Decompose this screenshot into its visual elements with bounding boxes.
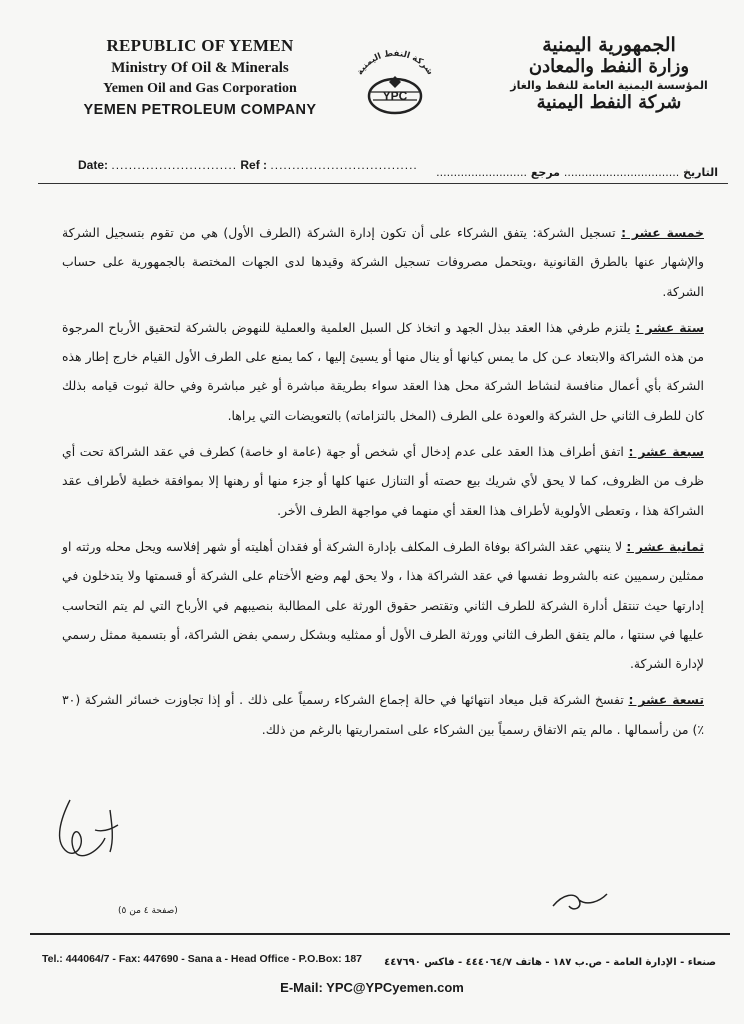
clause-heading: تسعة عشر : [628,692,704,708]
clause-16 [62,313,704,430]
country-name-ar: الجمهورية اليمنية [542,34,676,56]
clause-17 [62,437,704,525]
letterhead-footer [30,933,730,975]
country-name: REPUBLIC OF YEMEN [106,36,294,55]
svg-text:شركة النفط اليمنية [355,49,435,77]
clause-19 [62,685,704,744]
clause-text: لا ينتهي عقد الشراكة بوفاة الطرف المكلف بإدارة الشركة أو فقدان أهليته أو شهر إفلاسه ويحل محله ورثته او ممثلين رسميين عنه بالشروط نفسها في عقد الشراكة هذا ، ولا يحق لهم وضع الأختام على الشركة أو قسمتها ولا يتدخلون في إدارتها حيث تنتقل أدارة الشركة للطرف الثاني وتقتصر حقوق الورثة على المطالبة بنصيبهم في الأرباح التي لم يتم التحاسب عليها في سنتها ، مالم يتفق الطرف الثاني وورثة الطرف الأول أو ممثليه وبشكل رسمي بفض الشراكة، أو بتسمية ممثل رسمي لإدارة الشركة. [62,538,704,672]
letterhead-arabic [504,34,714,113]
ref-label-ar: مرجع [530,166,560,179]
ypc-logo [345,42,445,122]
ref-label: Ref : [240,158,268,172]
page-number: (صفحة ٤ من ٥) [118,906,178,916]
clause-heading: ستة عشر : [635,319,704,335]
handwritten-signature-left [40,790,140,870]
ministry-name-ar: وزارة النفط والمعادن [528,56,690,77]
footer-email[interactable]: E-Mail: YPC@YPCyemen.com [280,980,464,995]
date-ref-en: Date: ............................. Ref : .................................. [78,158,418,172]
company-name: YEMEN PETROLEUM COMPANY [83,102,317,118]
handwritten-signature-right [545,886,615,916]
clause-heading: خمسة عشر : [621,225,704,240]
footer-contact-ar: صنعاء - الإدارة العامة - ص.ب ١٨٧ - هاتف ٤٤٤٠٦٤/٧ - فاكس ٤٤٧٦٩٠ [384,957,716,968]
ministry-name: Ministry Of Oil & Minerals [111,60,289,76]
clause-text: يلتزم طرفي هذا العقد ببذل الجهد و اتخاذ كل السبل العلمية والعملية للنهوض بالشركة لتحقيق الأرباح المرجوة من هذه الشراكة والابتعاد عـن كل ما يمس كيانها أو ينال منها أو يسيئ إليها ، كما يمنع على الطرف الأول القيام خارج إطار هذه الشركة بأي أعمال منافسة لنشاط الشركة محل هذا العقد سواء بطريقة مباشرة أو غير مباشرة وفي حالة ثبوت قيامه بذلك كان للطرف الثاني حل الشركة والعودة على الطرف (المخل بالتزاماته) بالتعويضات التي يراها. [62,319,704,423]
corporation-name: Yemen Oil and Gas Corporation [103,81,297,96]
logo-mark: YPC [382,89,408,103]
logo-arc-text: شركة النفط اليمنية [355,48,435,77]
clause-heading: سبعة عشر : [628,444,704,460]
date-ref-line [38,150,728,184]
document-body [62,218,704,751]
date-ref-ar: التاريخ ................................. مرجع .......................... [436,166,718,179]
company-name-ar: شركة النفط اليمنية [536,92,682,113]
date-label: Date: [78,158,109,172]
clause-text: تسجيل الشركة: يتفق الشركاء على أن تكون إدارة الشركة (الطرف الأول) هي من تقوم بتسجيل الشركة والإشهار عنها بالطرق القانونية ،ويتحمل مصروفات تسجيل الشركة وقيدها لدى الجهات المختصة بالجمهورية على حساب الشركة. [62,225,704,299]
footer-contact-en: Tel.: 444064/7 - Fax: 447690 - Sana a - Head Office - P.O.Box: 187 [42,953,363,965]
clause-18 [62,532,704,678]
date-label-ar: التاريخ [683,166,718,179]
clause-text: اتفق أطراف هذا العقد على عدم إدخال أي شخص أو جهة (عامة او خاصة) كطرف في عقد الشراكة تحت أي ظرف من الظروف، كما لا يحق لأي شريك بيع حصته أو التنازل عنها كلها أو جزء منها أو رهنها إلا بموافقة خطية لأطراف عقد الشراكة هذا ، وتعطى الأولوية لأطراف هذا العقد أي منهما في مواجهة الطرف الأخر. [62,444,704,518]
clause-heading: ثمانية عشر : [626,538,705,554]
letterhead-english [70,36,330,118]
corporation-name-ar: المؤسسة اليمنية العامة للنفط والغاز [510,79,708,92]
clause-text: تفسخ الشركة قبل ميعاد انتهائها في حالة إجماع الشركاء رسمياً على ذلك . أو إذا تجاوزت خسائر الشركة (٣٠ ٪) من رأسمالها . مالم يتم الاتفاق رسمياً بين الشركاء على استمراريتها بالرغم من ذلك. [62,692,704,737]
clause-15 [62,218,704,306]
